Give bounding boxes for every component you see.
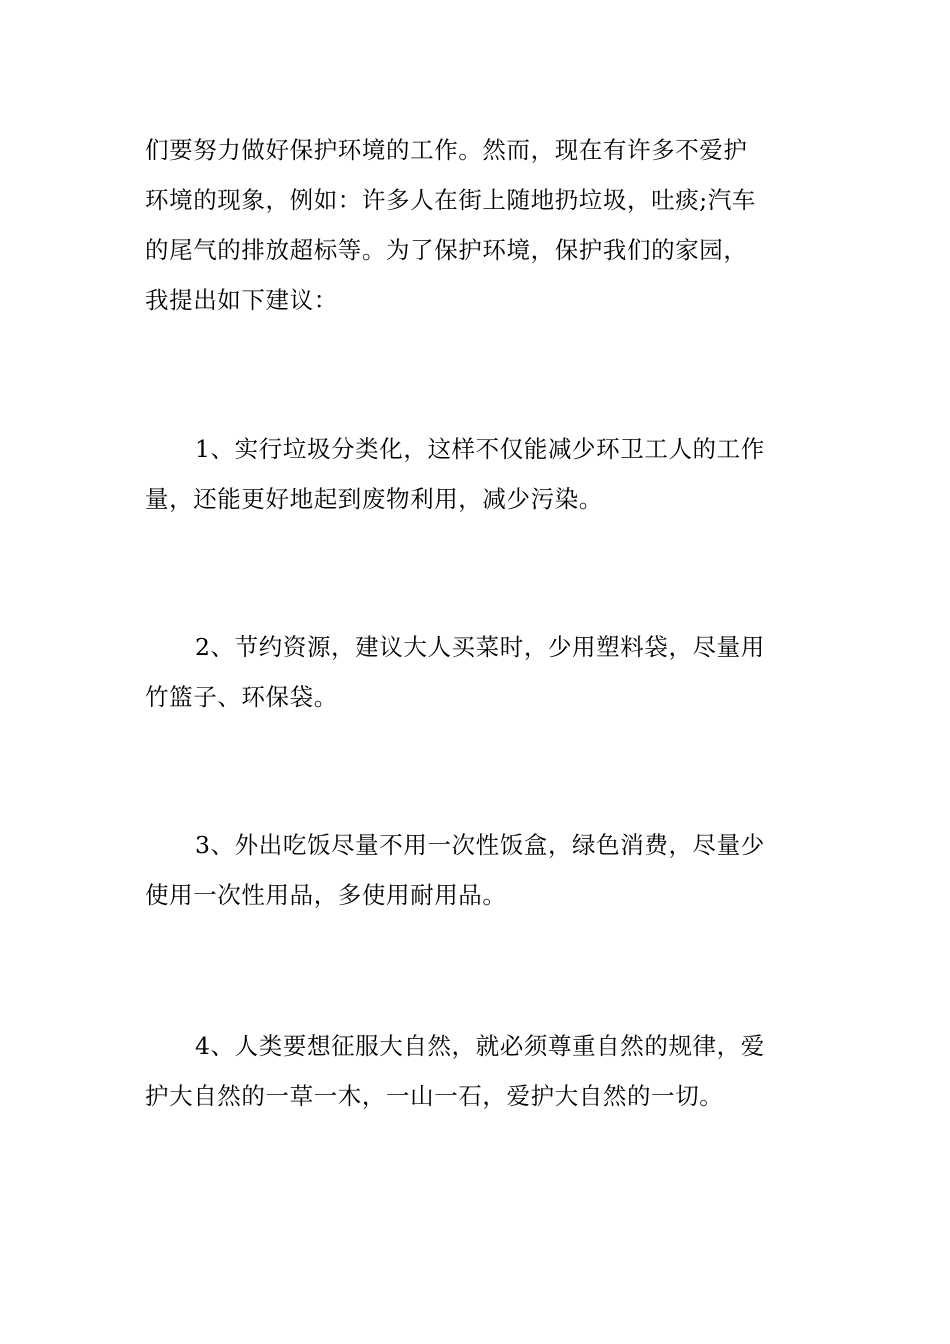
- text-line: 的尾气的排放超标等。为了保护环境，保护我们的家园，: [145, 236, 748, 264]
- text-line: 4、人类要想征服大自然，就必须尊重自然的规律，爱: [195, 1032, 765, 1060]
- suggestion-3-paragraph: [145, 820, 810, 920]
- suggestion-4-paragraph: [145, 1021, 810, 1121]
- text-line: 使用一次性用品，多使用耐用品。: [145, 881, 507, 909]
- text-line: 量，还能更好地起到废物利用，减少污染。: [145, 485, 603, 513]
- text-line: 3、外出吃饭尽量不用一次性饭盒，绿色消费，尽量少: [195, 831, 765, 859]
- intro-paragraph: [145, 125, 810, 325]
- text-line: 竹篮子、环保袋。: [145, 683, 338, 711]
- text-line: 们要努力做好保护环境的工作。然而，现在有许多不爱护: [145, 136, 748, 164]
- text-line: 环境的现象，例如：许多人在街上随地扔垃圾，吐痰;汽车: [145, 186, 757, 214]
- suggestion-2-paragraph: [145, 622, 810, 722]
- suggestion-1-paragraph: [145, 424, 810, 524]
- text-line: 我提出如下建议：: [145, 286, 338, 314]
- text-line: 1、实行垃圾分类化，这样不仅能减少环卫工人的工作: [195, 435, 765, 463]
- text-line: 护大自然的一草一木，一山一石，爱护大自然的一切。: [145, 1082, 724, 1110]
- text-line: 2、节约资源，建议大人买菜时，少用塑料袋，尽量用: [195, 633, 765, 661]
